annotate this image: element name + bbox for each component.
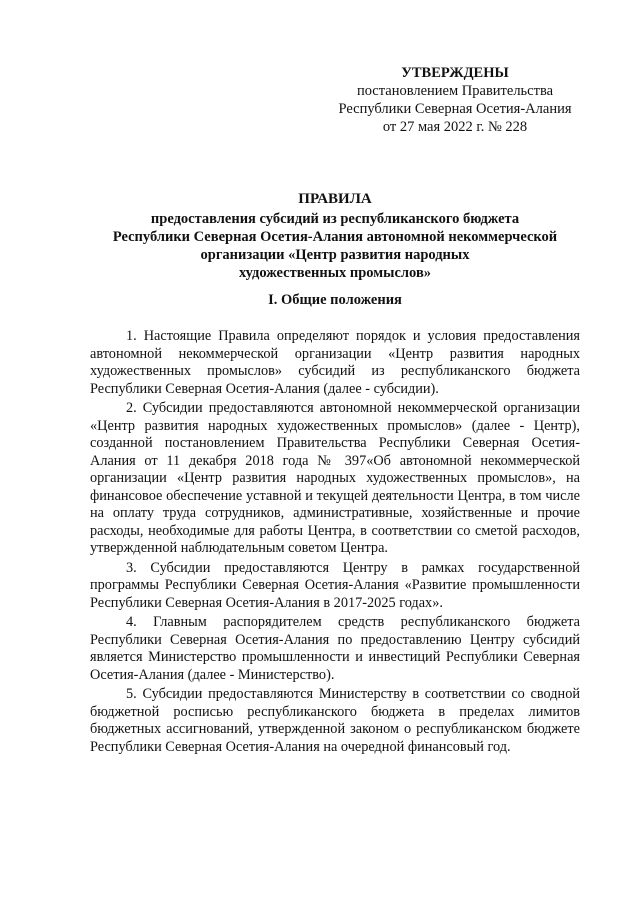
- title-main: ПРАВИЛА: [298, 191, 372, 207]
- paragraph-3: 3. Субсидии предоставляются Центру в рамках государственной программы Республики Северная Осетия-Алания «Развитие промышленности Республики Северная Осетия-Алания в 2017-2025 годах».: [90, 559, 580, 611]
- approval-line-2: Республики Северная Осетия-Алания: [338, 101, 572, 117]
- approval-stamp: [330, 64, 580, 136]
- paragraph-2: 2. Субсидии предоставляются автономной некоммерческой организации «Центр развития народных художественных промыслов» (далее - Центр), созданной постановлением Правительства Республики Северная Осетия-Алания от 11 декабря 2018 года № 397«Об автономной некоммерческой организации «Центр развития народных художественных промыслов», на финансовое обеспечение уставной и текущей деятельности Центра, в том числе на оплату труда сотрудников, административные, хозяйственные и прочие расходы, необходимые для работы Центра, в соответствии со сметой расходов, утвержденной наблюдательным советом Центра.: [90, 400, 580, 556]
- title-line-3: организации «Центр развития народных: [200, 247, 470, 263]
- paragraph-5: 5. Субсидии предоставляются Министерству в соответствии со сводной бюджетной росписью республиканского бюджета в пределах лимитов бюджетных ассигнований, утвержденной законом о республиканском бюджете Республики Северная Осетия-Алания на очередной финансовый год.: [90, 686, 580, 755]
- document-title: [90, 190, 580, 282]
- approval-heading: УТВЕРЖДЕНЫ: [401, 65, 509, 81]
- paragraph-1: 1. Настоящие Правила определяют порядок и условия предоставления автономной некоммерческой организации «Центр развития народных художественных промыслов» субсидий из республиканского бюджета Республики Северная Осетия-Алания (далее - субсидии).: [90, 328, 580, 397]
- title-line-4: художественных промыслов»: [238, 265, 432, 281]
- title-line-2: Республики Северная Осетия-Алания автономной некоммерческой: [112, 229, 558, 245]
- paragraph-4: 4. Главным распорядителем средств республиканского бюджета Республики Северная Осетия-Алания по предоставлению Центру субсидий является Министерство промышленности и инвестиций Республики Северная Осетия-Алания (далее - Министерство).: [90, 614, 580, 683]
- document-body: [90, 328, 580, 758]
- section-heading: I. Общие положения: [268, 292, 402, 308]
- title-line-1: предоставления субсидий из республиканского бюджета: [150, 211, 520, 227]
- approval-line-1: постановлением Правительства: [356, 83, 554, 99]
- approval-line-3: от 27 мая 2022 г. № 228: [382, 119, 528, 135]
